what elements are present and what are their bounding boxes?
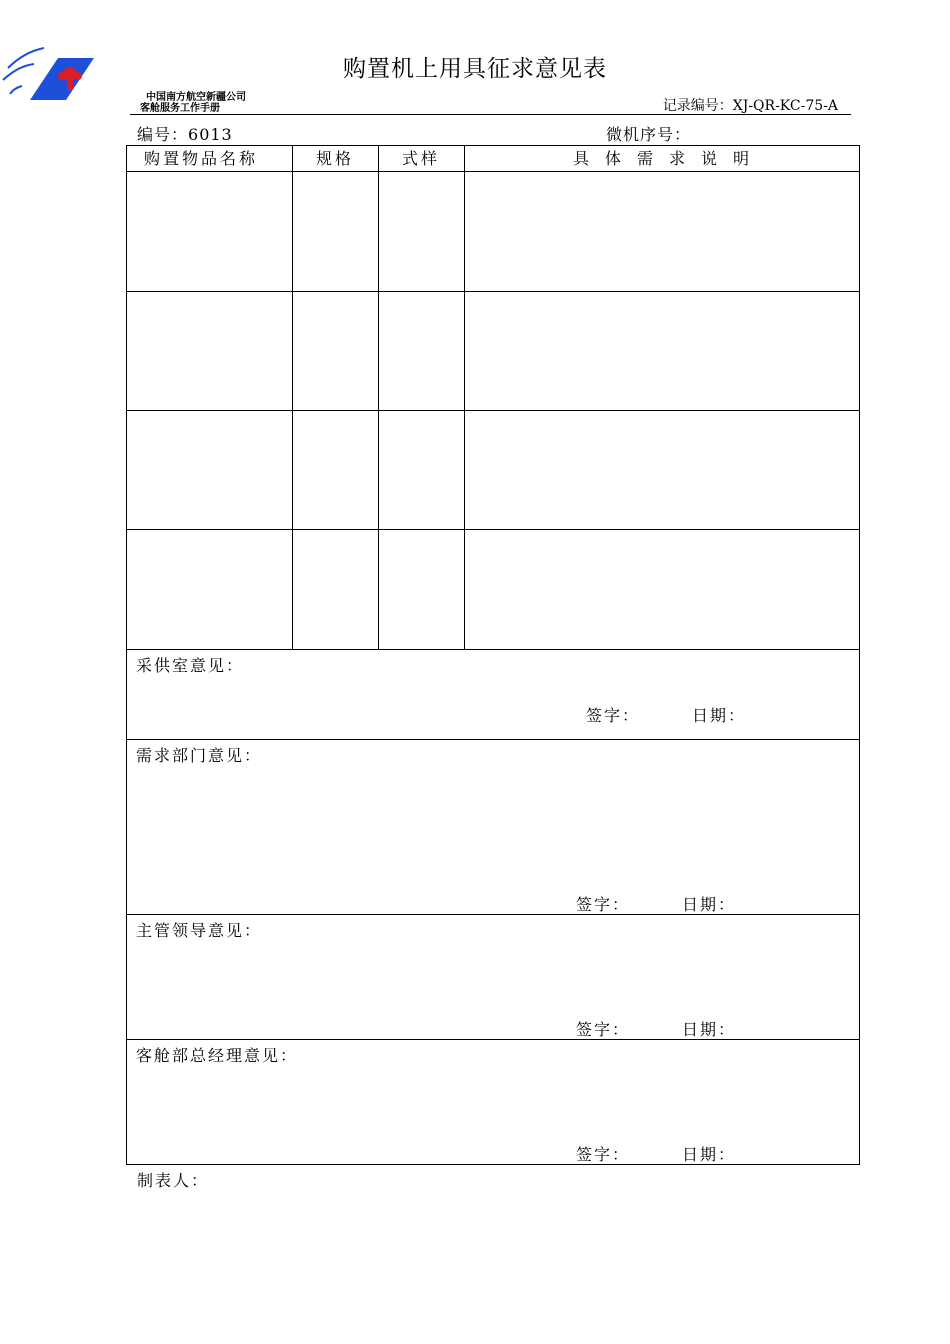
record-number-value: XJ-QR-KC-75-A (732, 98, 838, 114)
section-separator (126, 914, 860, 915)
procurement-opinion-label: 采供室意见： (136, 656, 245, 675)
record-number-label: 记录编号： (662, 98, 733, 114)
table-row[interactable] (126, 172, 860, 291)
col-header-description: 具 体 需 求 说 明 (572, 149, 749, 168)
section-separator (126, 739, 860, 740)
manual-name: 客舱服务工作手册 (140, 103, 220, 114)
serial-number (137, 122, 233, 145)
header-rule (130, 114, 851, 115)
table-row-separator (126, 649, 860, 650)
procurement-date-label: 日期： (692, 706, 747, 725)
leader-date-label: 日期： (682, 1020, 737, 1039)
table-row[interactable] (126, 530, 860, 649)
leader-sign-label: 签字： (576, 1020, 631, 1039)
department-opinion-label: 需求部门意见： (136, 746, 263, 765)
table-row[interactable] (126, 292, 860, 410)
manager-date-label: 日期： (682, 1145, 737, 1164)
form-maker-label: 制表人： (137, 1171, 210, 1190)
table-border-top (126, 145, 860, 146)
table-border-bottom (126, 1164, 860, 1165)
department-date-label: 日期： (682, 895, 737, 914)
section-separator (126, 1039, 860, 1040)
manager-sign-label: 签字： (576, 1145, 631, 1164)
serial-label: 编号： (137, 125, 189, 144)
micro-serial-label: 微机序号： (606, 125, 692, 144)
col-header-spec: 规格 (315, 149, 354, 168)
manager-opinion-label: 客舱部总经理意见： (136, 1046, 299, 1065)
company-block (140, 92, 246, 114)
form-title: 购置机上用具征求意见表 (343, 56, 607, 82)
record-number (663, 95, 838, 115)
serial-value: 6013 (188, 125, 233, 144)
col-header-name: 购置物品名称 (143, 149, 258, 168)
company-name: 中国南方航空新疆公司 (146, 92, 246, 103)
leader-opinion-label: 主管领导意见： (136, 921, 263, 940)
col-header-style: 式样 (401, 149, 440, 168)
department-sign-label: 签字： (576, 895, 631, 914)
procurement-sign-label: 签字： (586, 706, 641, 725)
table-row[interactable] (126, 411, 860, 529)
form-table (126, 145, 860, 1165)
